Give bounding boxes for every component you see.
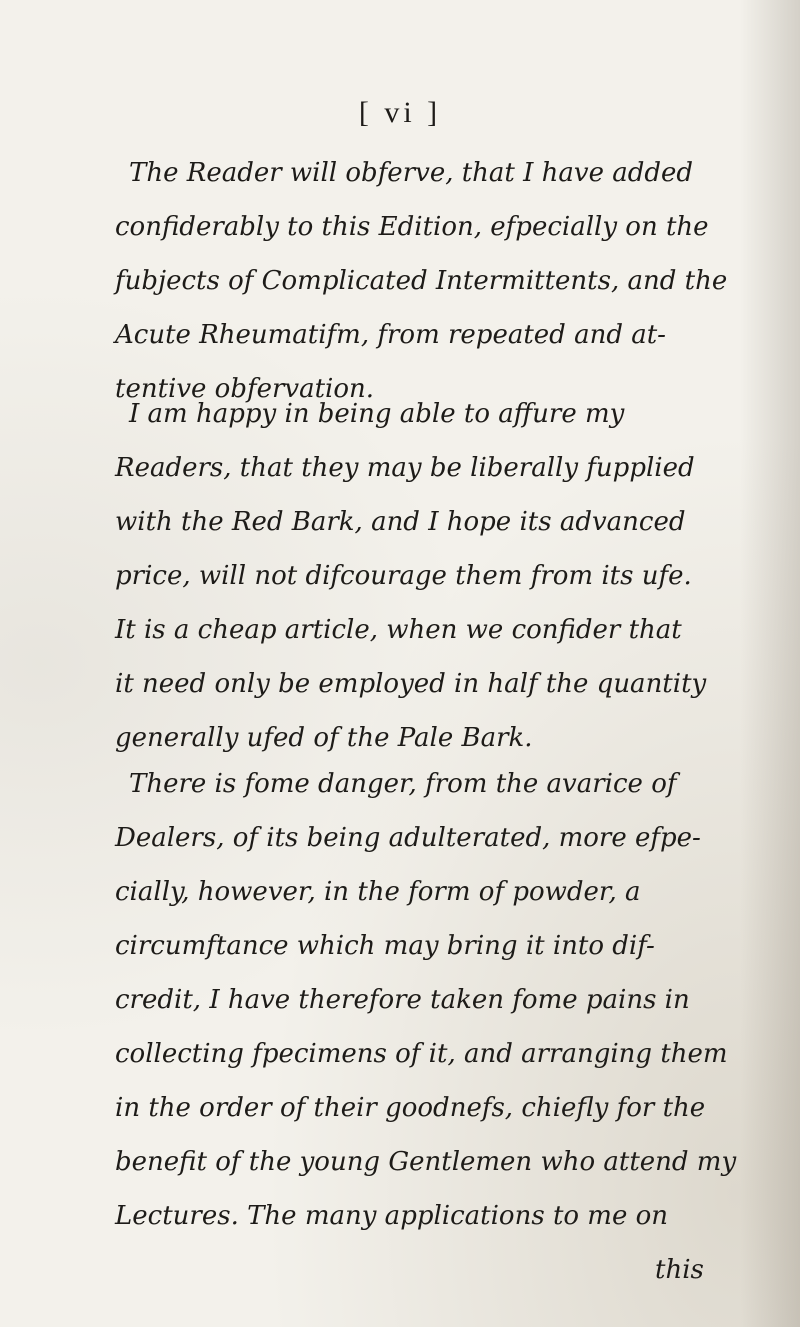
paragraph-3 (115, 757, 737, 1297)
page-edge-shadow (740, 0, 800, 1327)
text-line: Dealers, of its being adulterated, more efpe- (115, 823, 701, 853)
text-line: benefit of the young Gentlemen who attend my (115, 1147, 737, 1177)
text-line: collecting fpecimens of it, and arranging them (115, 1039, 728, 1069)
text-line: circumftance which may bring it into dif- (115, 931, 655, 961)
text-line: generally ufed of the Pale Bark. (115, 723, 533, 753)
text-line: fubjects of Complicated Intermittents, and the (115, 266, 728, 296)
text-line: with the Red Bark, and I hope its advanced (115, 507, 686, 537)
paragraph-2 (115, 387, 715, 765)
text-line: The Reader will obferve, that I have added (129, 158, 694, 188)
text-line: cially, however, in the form of powder, a (115, 877, 641, 907)
text-line: in the order of their goodnefs, chiefly for the (115, 1093, 706, 1123)
text-line: price, will not difcourage them from its ufe. (115, 561, 692, 591)
text-line: Lectures. The many applications to me on (115, 1201, 669, 1231)
text-line: Readers, that they may be liberally fupplied (115, 453, 695, 483)
text-line: tentive obfervation. (115, 374, 375, 404)
paragraph-1 (115, 146, 728, 416)
page-number-header: [ vi ] (358, 96, 442, 129)
text-line: There is fome danger, from the avarice of (129, 769, 677, 799)
text-line: confiderably to this Edition, efpecially on the (115, 212, 709, 242)
text-line: Acute Rheumatifm, from repeated and at- (115, 320, 666, 350)
catchword: this (655, 1255, 704, 1285)
text-line: credit, I have therefore taken fome pains in (115, 985, 690, 1015)
text-line: It is a cheap article, when we confider that (115, 615, 682, 645)
text-line: it need only be employed in half the quantity (115, 669, 707, 699)
text-line: I am happy in being able to affure my (129, 399, 625, 429)
